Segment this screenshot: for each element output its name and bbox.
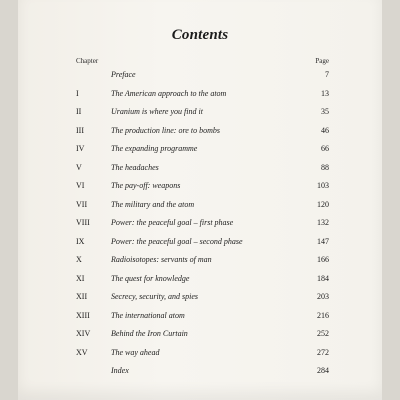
page-number: 7 xyxy=(325,70,329,79)
page-number: 147 xyxy=(317,236,329,246)
toc-entry xyxy=(0,200,400,214)
toc-entry xyxy=(0,329,400,343)
chapter-number: XIV xyxy=(76,329,91,338)
chapter-title: Uranium is where you find it xyxy=(111,107,203,116)
toc-entry xyxy=(0,274,400,288)
page-title: Contents xyxy=(171,27,229,43)
chapter-title: Index xyxy=(111,366,129,375)
chapter-number: IV xyxy=(76,144,85,153)
toc-entry xyxy=(0,311,400,325)
page-number: 203 xyxy=(317,292,329,301)
toc-entry xyxy=(0,366,400,380)
chapter-number: I xyxy=(76,88,79,98)
chapter-number: IX xyxy=(76,236,85,246)
chapter-number: VII xyxy=(76,199,88,209)
toc-entry xyxy=(0,144,400,158)
toc-entry xyxy=(0,255,400,269)
page-number: 184 xyxy=(317,273,329,283)
chapter-number: VIII xyxy=(76,218,90,227)
chapter-number: V xyxy=(76,162,82,172)
chapter-title: Behind the Iron Curtain xyxy=(111,329,188,338)
chapter-column-header: Chapter xyxy=(76,57,99,65)
toc-entry xyxy=(0,292,400,306)
page-number: 103 xyxy=(317,181,329,190)
page-number: 216 xyxy=(317,310,329,320)
page-number: 252 xyxy=(317,329,329,338)
toc-entry xyxy=(0,126,400,140)
page-number: 166 xyxy=(317,255,329,264)
page-number: 13 xyxy=(321,88,329,98)
chapter-title: Preface xyxy=(111,70,136,79)
chapter-title: The way ahead xyxy=(111,347,160,357)
page-number: 132 xyxy=(317,218,329,227)
chapter-title: The headaches xyxy=(111,162,159,172)
toc-entry xyxy=(0,70,400,84)
chapter-title: Secrecy, security, and spies xyxy=(111,292,199,301)
chapter-number: X xyxy=(76,255,82,264)
toc-entry xyxy=(0,237,400,251)
toc-entry xyxy=(0,163,400,177)
chapter-number: XV xyxy=(76,347,88,357)
toc-entry xyxy=(0,107,400,121)
page-number: 35 xyxy=(321,107,329,116)
page-number: 66 xyxy=(321,144,329,153)
chapter-number: VI xyxy=(76,181,85,190)
chapter-title: The expanding programme xyxy=(111,144,198,153)
page-column-header: Page xyxy=(315,57,329,65)
chapter-title: The pay-off: weapons xyxy=(111,181,181,190)
chapter-number: XI xyxy=(76,273,85,283)
page-number: 46 xyxy=(321,125,329,135)
toc-entry xyxy=(0,89,400,103)
page-number: 120 xyxy=(317,199,329,209)
page-number: 284 xyxy=(317,366,329,375)
page-number: 272 xyxy=(317,347,329,357)
toc-entry xyxy=(0,348,400,362)
chapter-number: XIII xyxy=(76,310,90,320)
page-number: 88 xyxy=(321,162,329,172)
chapter-number: III xyxy=(76,125,84,135)
chapter-title: The production line: ore to bombs xyxy=(111,125,220,135)
chapter-title: The quest for knowledge xyxy=(111,273,190,283)
chapter-title: The military and the atom xyxy=(111,199,195,209)
chapter-number: XII xyxy=(76,292,88,301)
chapter-title: Radioisotopes: servants of man xyxy=(111,255,212,264)
chapter-number: II xyxy=(76,107,82,116)
chapter-title: Power: the peaceful goal – second phase xyxy=(111,236,243,246)
chapter-title: Power: the peaceful goal – first phase xyxy=(111,218,234,227)
chapter-title: The American approach to the atom xyxy=(111,88,227,98)
chapter-title: The international atom xyxy=(111,310,185,320)
toc-entry xyxy=(0,181,400,195)
toc-entry xyxy=(0,218,400,232)
